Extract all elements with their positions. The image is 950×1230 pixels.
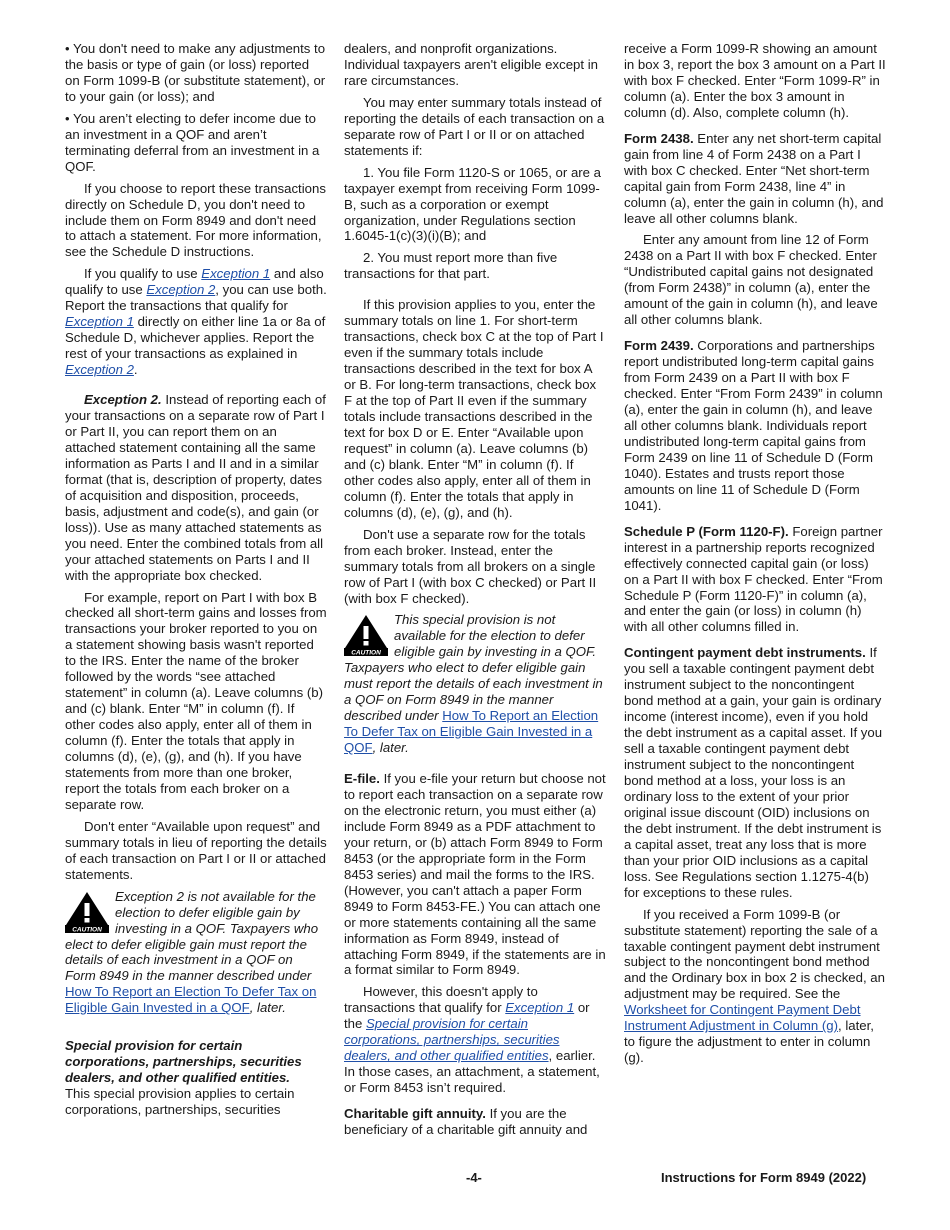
paragraph: Form 2438. Enter any net short-term capital gain from line 4 of Form 2438 on a Part I with box C checked. Enter “Net short-term capital gain from Form 2438, line 4” in column (a), enter the gain in column (h), and leave all other columns blank. xyxy=(624,130,884,226)
section-heading: Exception 2. xyxy=(84,392,162,408)
form-title: Instructions for Form 8949 (2022) xyxy=(661,1170,867,1185)
section-heading: Contingent payment debt instruments. xyxy=(624,645,866,661)
paragraph: Special provision for certain corporations, partnerships, securities dealers, and other qualified entities. This special provision applies to certain corporations, partnerships, securities xyxy=(65,1038,302,1118)
svg-text:CAUTION: CAUTION xyxy=(351,649,381,657)
paragraph: Contingent payment debt instruments. If you sell a taxable contingent payment debt instrument subject to the noncontingent bond method at a gain, your gain is ordinary income (interest income), even if you hold the debt instrument as a capital asset. If you sell a taxable contingent payment debt instrument subject to the noncontingent bond method at a loss, your loss is an ordinary loss to the extent of your prior original issue discount (OID) inclusions on the debt instrument. If the debt instrument is a capital asset, treat any loss that is more than your prior OID inclusions as a capital loss. See Regulations section 1.1275-4(b) for exceptions to these rules. xyxy=(624,645,883,900)
paragraph: For example, report on Part I with box B checked all short-term gains and losses from transactions your broker reported to you on a statement showing basis wasn't reported to the IRS. Enter the name of the broker followed by the words “see attached statement” in column (a). Leave columns (b) and (c) blank. Enter “M” in column (f). If other codes also apply, enter all of them in column (f). Enter the totals that apply in columns (d), (e), (g), and (h). If you have statements from more than one broker, report the totals from each broker on a separate row. xyxy=(65,589,327,812)
paragraph: Enter any amount from line 12 of Form 2438 on a Part II with box F checked. Enter “Undistributed capital gains not designated (from Form 2438)” in column (a), enter the amount of the gain in column (h), and leave all other columns blank. xyxy=(624,232,878,328)
paragraph: If you choose to report these transactions directly on Schedule D, you don't need to include them on Form 8949 and don't need to attach a statement. For more information, see the Schedule D instructions. xyxy=(65,180,326,260)
paragraph: Exception 2. Instead of reporting each of your transactions on a separate row of Part I or Part II, you can report them on an attached statement containing all the same information as Parts I and II and in a similar format (that is, description of property, dates of acquisition and disposition, proceeds, basis, adjustment and code(s), and gain (or loss)). Use as many attached statements as you need. Enter the combined totals from all your attached statements on Parts I and II with the appropriate box checked. xyxy=(65,392,326,583)
paragraph: If you qualify to use Exception 1 and also qualify to use Exception 2, you can use both. Report the transactions that qualify for Exception 1 directly on either line 1a or 8a of Schedule D, whichever applies. Report the rest of your transactions as explained in Exception 2. xyxy=(65,266,327,378)
column-3 xyxy=(624,41,886,1072)
section-heading: Special provision for certain corporations, partnerships, securities dealers, and other qualified entities. xyxy=(65,1038,302,1086)
paragraph: You may enter summary totals instead of reporting the details of each transaction on a separate row of Part I or II or on attached statements if: xyxy=(344,94,605,158)
paragraph: receive a Form 1099-R showing an amount in box 3, report the box 3 amount on a Part II with box F checked. Enter “Form 1099-R” in column (a). Enter the box 3 amount in column (d). Also, complete column (h). xyxy=(624,41,886,120)
column-2 xyxy=(344,41,606,1144)
bullet-item xyxy=(65,111,327,175)
column-1 xyxy=(65,41,327,1118)
section-heading: Schedule P (Form 1120-F). xyxy=(624,523,789,539)
bullet-text: You don't need to make any adjustments to the basis or type of gain (or loss) reported on Form 1099-B (or substitute statement), or to your gain (or loss); and xyxy=(65,41,326,104)
paragraph: Charitable gift annuity. If you are the beneficiary of a charitable gift annuity and xyxy=(344,1106,588,1138)
paragraph: E-file. If you e-file your return but choose not to report each transaction on a separate row on the electronic return, you must either (a) include Form 8949 as a PDF attachment to your return, or (b) attach Form 8949 to Form 8453 (or the appropriate form in the Form 8453 series) and mail the forms to the IRS. (However, you can't attach a paper Form 8949 to Form 8453-FE.) You can attach one or more statements containing all the same information as Form 8949, instead of attaching Form 8949, if the statements are in a format similar to Form 8949. xyxy=(344,771,606,978)
paragraph: Schedule P (Form 1120-F). Foreign partner interest in a partnership reports recognized effectively connected capital gain (or loss) on a Part II with box F checked. Enter “From Schedule P (Form 1120-F)” in column (a), and enter the gain (or loss) in column (h) with all other columns filled in. xyxy=(624,523,883,635)
caution-note: CAUTION Exception 2 is not available for the election to defer eligible gain by investing in a QOF. Taxpayers who elect to defer eligible gain must report the details of each investment in a QOF on Form 8949 in the manner described under How To Report an Election To Defer Tax on Eligible Gain Invested in a QOF, later. xyxy=(65,888,319,1016)
page-number: -4- xyxy=(466,1170,482,1185)
paragraph: Form 2439. Corporations and partnerships report undistributed long-term capital gains from Form 2439 on a Part II with box F checked. Enter “From Form 2439” in column (a), enter the gain in column (h), and leave all other columns blank. Individuals report undistributed long-term capital gains from Form 2439 on line 11 of Schedule D (Form 1040). Estates and trusts report those amounts on line 11 of Schedule D (Form 1041). xyxy=(624,338,883,513)
bullet-item xyxy=(65,41,327,105)
section-heading: Form 2439. xyxy=(624,338,694,354)
paragraph: dealers, and nonprofit organizations. Individual taxpayers aren't eligible except in rare circumstances. xyxy=(344,41,598,88)
paragraph: If this provision applies to you, enter the summary totals on line 1. For short-term transactions, check box C at the top of Part I even if the summary totals include transactions described in the text for box A or B. For long-term transactions, check box F at the top of Part II even if the summary totals include transactions described in the text for box D or E. Enter “Available upon request” in column (a). Leave columns (b) and (c) blank. Enter “M” in column (f). If other codes also apply, enter all of them in column (f). Enter the totals that apply in columns (d), (e), (g), and (h). xyxy=(344,297,604,520)
exception-1-link[interactable]: Exception 1 xyxy=(505,1000,575,1016)
section-heading: Charitable gift annuity. xyxy=(344,1106,486,1122)
bullet-icon: • xyxy=(65,110,70,126)
svg-text:CAUTION: CAUTION xyxy=(72,926,102,933)
bullet-text: You aren’t electing to defer income due to an investment in a QOF and aren’t terminating deferral from an investment in a QOF. xyxy=(65,110,320,174)
worksheet-link[interactable]: Worksheet for Contingent Payment Debt Instrument Adjustment in Column (g) xyxy=(624,1002,861,1034)
bullet-icon: • xyxy=(65,41,70,56)
qof-election-link[interactable]: How To Report an Election To Defer Tax on Eligible Gain Invested in a QOF xyxy=(65,984,317,1016)
exception-1-link[interactable]: Exception 1 xyxy=(65,314,134,330)
list-item: 2. You must report more than five transactions for that part. xyxy=(344,250,558,282)
paragraph: However, this doesn't apply to transactions that qualify for Exception 1 or the Special provision for certain corporations, partnerships, securities dealers, and other qualified entities, earlier. In those cases, an attachment, a statement, or Form 8453 isn’t required. xyxy=(344,984,600,1096)
caution-icon xyxy=(344,614,388,656)
special-provision-link[interactable]: Special provision for certain corporations, partnerships, securities dealers, and other qualified entities xyxy=(344,1016,560,1064)
caution-note: CAUTION This special provision is not available for the election to defer eligible gain by investing in a QOF. Taxpayers who elect to defer eligible gain must report the details of each investment in a QOF on Form 8949 in the manner described under How To Report an Election To Defer Tax on Eligible Gain Invested in a QOF, later. xyxy=(344,612,603,756)
list-item: 1. You file Form 1120-S or 1065, or are a taxpayer exempt from receiving Form 1099-B, such as a corporation or exempt organization, under Regulations section 1.6045-1(c)(3)(i)(B); and xyxy=(344,164,602,244)
exception-2-link[interactable]: Exception 2 xyxy=(65,362,134,378)
section-heading: E-file. xyxy=(344,771,380,787)
exception-2-link[interactable]: Exception 2 xyxy=(146,282,216,298)
paragraph: If you received a Form 1099-B (or substitute statement) reporting the sale of a taxable contingent payment debt instrument subject to the noncontingent bond method and the Ordinary box in box 2 is checked, an adjustment may be required. See the Worksheet for Contingent Payment Debt Instrument Adjustment in Column (g), later, to figure the adjustment to enter in column (g). xyxy=(624,906,885,1066)
paragraph: Don't enter “Available upon request” and summary totals in lieu of reporting the details of each transaction on Part I or II or attached statements. xyxy=(65,818,327,882)
caution-icon xyxy=(65,891,109,933)
section-heading: Form 2438. xyxy=(624,130,694,146)
paragraph: Don't use a separate row for the totals from each broker. Instead, enter the summary totals from all brokers on a single row of Part I (with box C checked) or Part II (with box F checked). xyxy=(344,526,597,606)
exception-1-link[interactable]: Exception 1 xyxy=(201,266,271,282)
qof-election-link[interactable]: How To Report an Election To Defer Tax on Eligible Gain Invested in a QOF xyxy=(344,708,599,756)
